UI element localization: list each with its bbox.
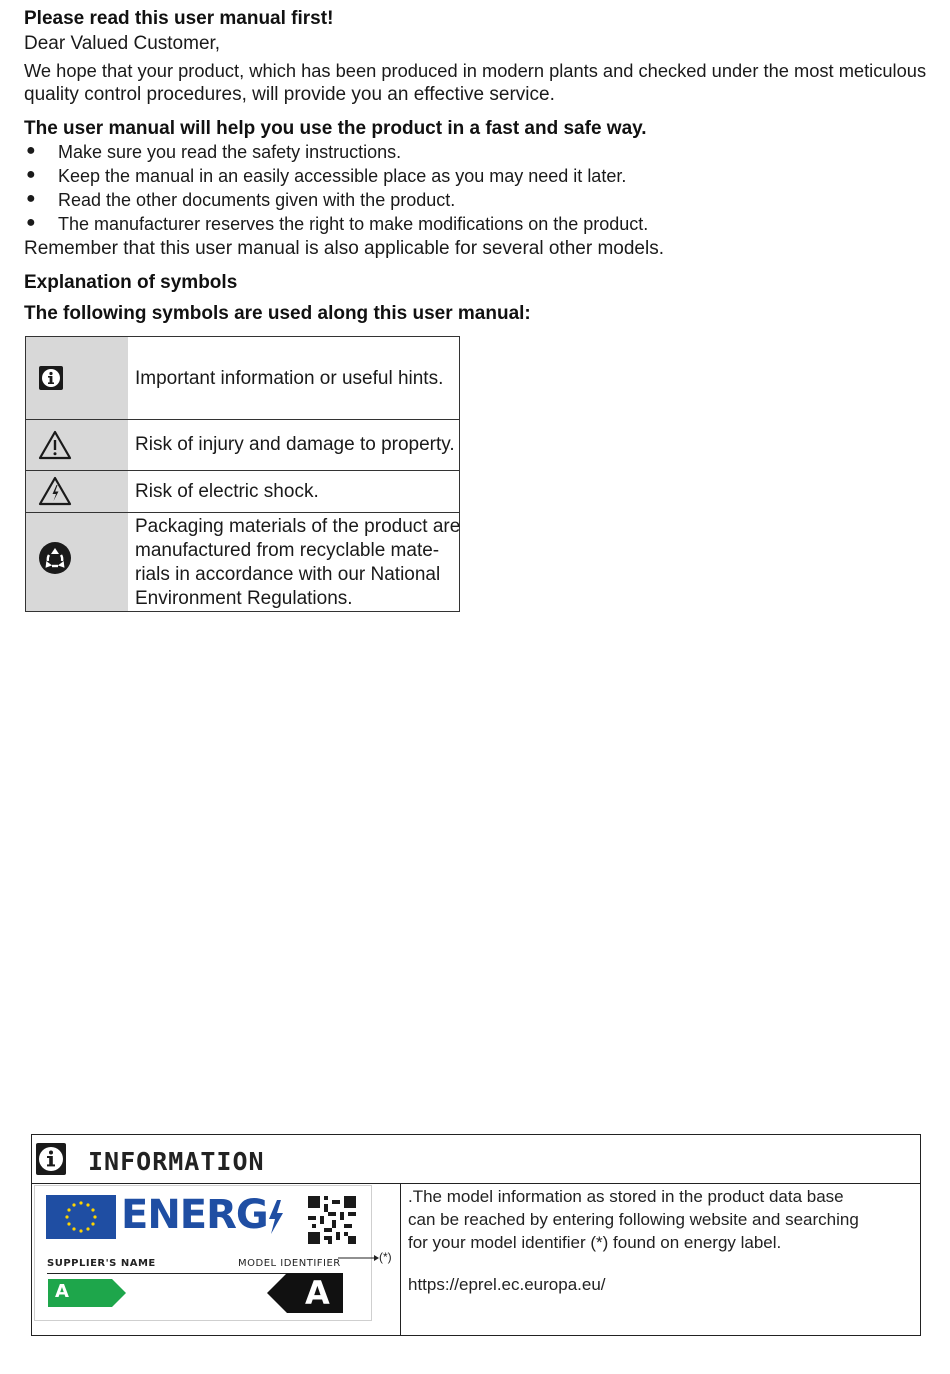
table-row [26,420,459,471]
info-icon [35,1142,67,1176]
energy-brand-text: ENERG [121,1192,268,1238]
greeting: Dear Valued Customer, [24,33,221,54]
information-text-line: can be reached by entering following website and searching [408,1210,859,1229]
bullet-icon: ● [26,190,36,207]
bullet-icon: ● [26,142,36,159]
lightning-icon [265,1200,285,1234]
symbol-description: rials in accordance with our National [135,564,441,585]
model-identifier-label: MODEL IDENTIFIER [238,1258,341,1269]
energy-class-scale-letter: A [55,1281,69,1302]
bullet-icon: ● [26,166,36,183]
electric-shock-icon [38,476,72,506]
column-divider [400,1183,401,1335]
table-row [26,337,459,420]
symbols-subheading: The following symbols are used along this user manual: [24,303,531,324]
qr-code-icon [308,1196,356,1244]
information-box [31,1134,921,1336]
info-icon [38,365,64,391]
eprel-link[interactable]: https://eprel.ec.europa.eu/ [408,1275,606,1294]
table-row [26,513,459,611]
symbol-description: Environment Regulations. [135,588,353,609]
information-text [408,1185,908,1254]
manual-heading: The user manual will help you use the product in a fast and safe way. [24,118,647,139]
symbols-heading: Explanation of symbols [24,272,238,293]
information-title: INFORMATION [88,1147,265,1176]
symbol-description: Risk of injury and damage to property. [135,434,455,455]
bullet-text: Read the other documents given with the product. [58,190,456,210]
information-header [32,1135,920,1184]
eu-flag-icon [46,1195,116,1239]
symbols-table [25,336,460,612]
bullet-text: The manufacturer reserves the right to make modifications on the product. [58,214,649,234]
symbol-description: manufactured from recyclable mate- [135,540,440,561]
model-marker: (*) [379,1250,392,1264]
symbol-description: Important information or useful hints. [135,368,444,389]
symbol-description: Risk of electric shock. [135,481,319,502]
energy-label [34,1185,372,1321]
information-text-line: .The model information as stored in the product data base [408,1187,844,1206]
remember-note: Remember that this user manual is also applicable for several other models. [24,238,664,259]
energy-class-value-letter: A [305,1274,330,1312]
information-text-line: for your model identifier (*) found on energy label. [408,1233,782,1252]
intro-paragraph-line1: We hope that your product, which has been produced in modern plants and checked under the most meticulous [24,60,927,81]
intro-paragraph-line2: quality control procedures, will provide you an effective service. [24,84,555,105]
intro-heading: Please read this user manual first! [24,8,334,29]
recycle-icon [38,541,72,575]
table-row [26,471,459,513]
bullet-text: Keep the manual in an easily accessible place as you may need it later. [58,166,627,186]
supplier-name-label: SUPPLIER'S NAME [47,1258,156,1269]
bullet-icon: ● [26,214,36,231]
bullet-text: Make sure you read the safety instructions. [58,142,402,162]
warning-triangle-icon [38,430,72,460]
arrow-right-icon [338,1253,380,1263]
symbol-description: Packaging materials of the product are [135,516,461,537]
